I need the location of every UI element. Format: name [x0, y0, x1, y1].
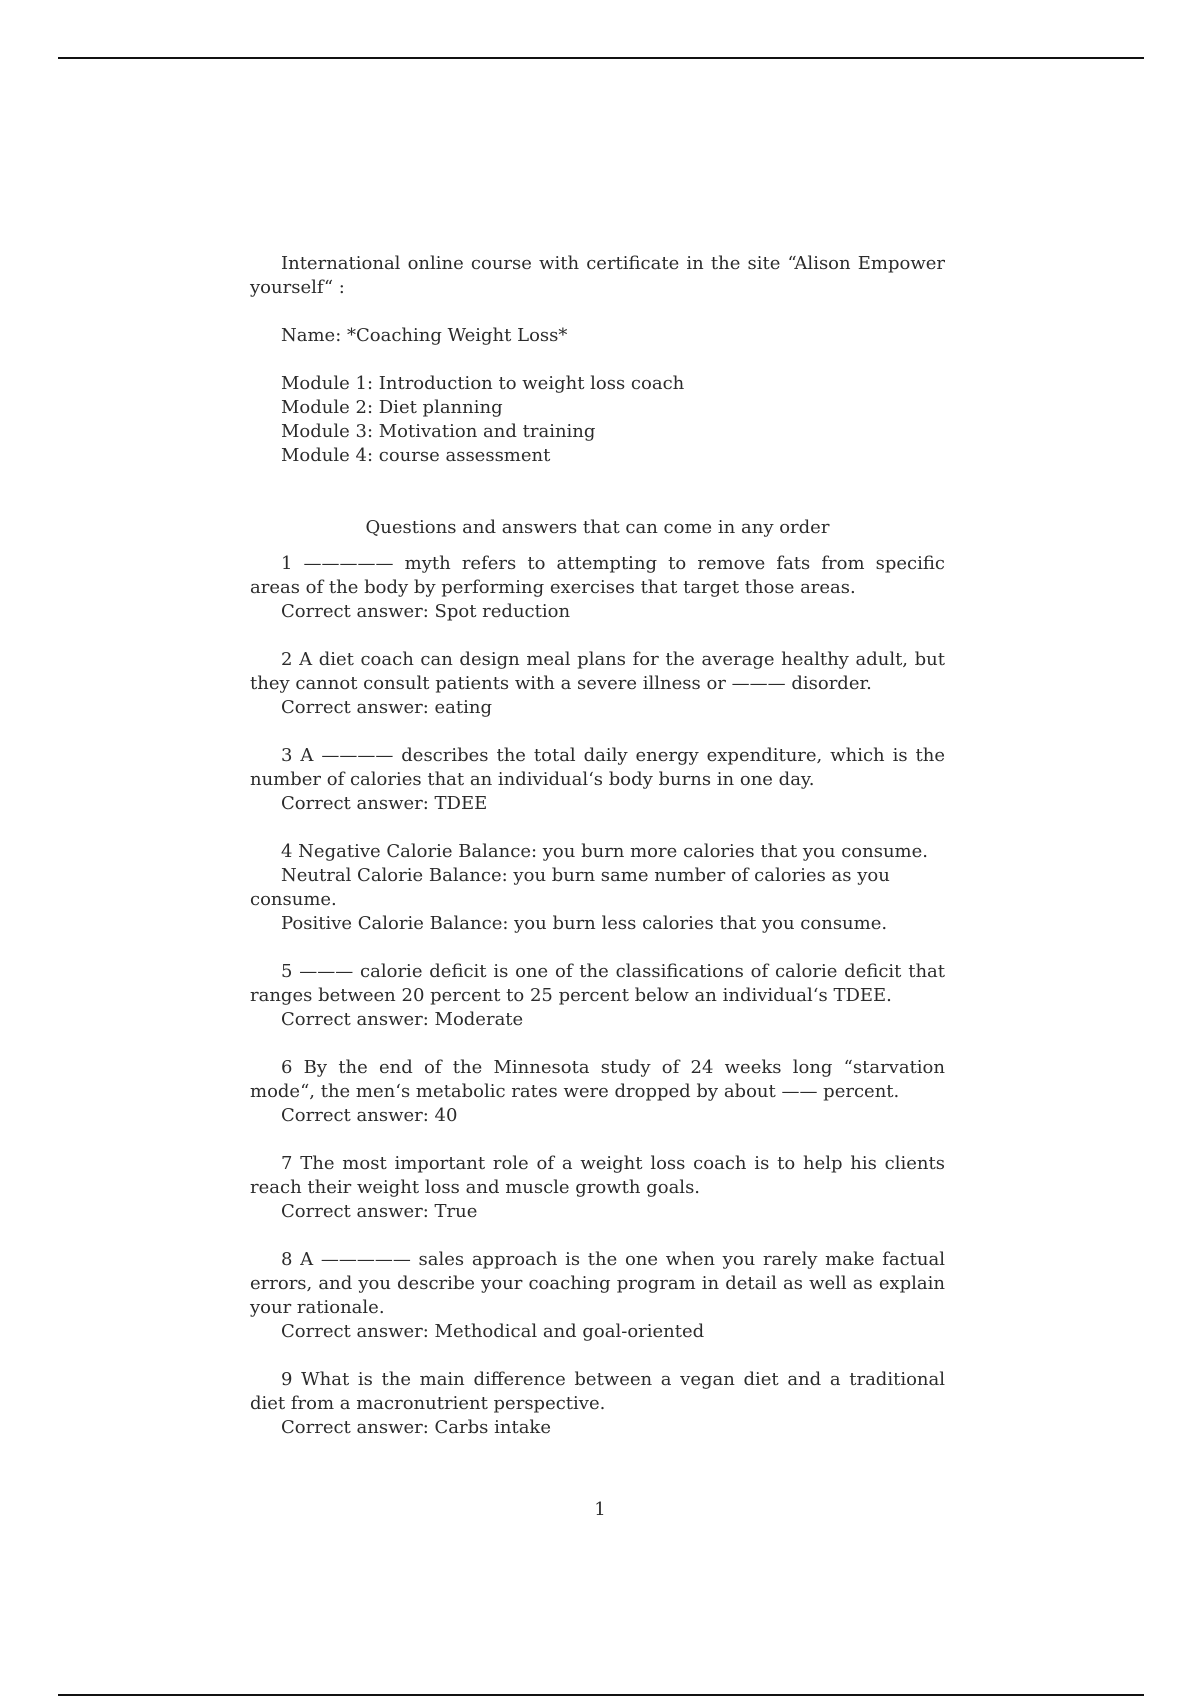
footer-rule: [58, 1694, 1144, 1696]
correct-answer: Correct answer: Spot reduction: [281, 601, 571, 622]
question-text: 7 The most important role of a weight loss coach is to help his clients reach their weight loss and muscle growth goals.: [250, 1153, 945, 1198]
question-item: [250, 1248, 945, 1344]
question-item: [250, 744, 945, 816]
question-text-line: Neutral Calorie Balance: you burn same number of calories as you consume.: [250, 865, 890, 910]
qa-heading: Questions and answers that can come in any order: [365, 517, 830, 538]
question-text: 1 ————— myth refers to attempting to remove fats from specific areas of the body by performing exercises that target those areas.: [250, 553, 945, 598]
question-text: 5 ——— calorie deficit is one of the classifications of calorie deficit that ranges between 20 percent to 25 percent below an individual‘s TDEE.: [250, 961, 945, 1006]
document-body: [250, 252, 945, 1464]
question-item: [250, 1056, 945, 1128]
course-name: Name: *Coaching Weight Loss*: [281, 325, 568, 346]
module-item: Module 1: Introduction to weight loss coach: [281, 373, 685, 394]
question-item: [250, 648, 945, 720]
correct-answer: Correct answer: Carbs intake: [281, 1417, 551, 1438]
question-item: [250, 1368, 945, 1440]
question-text: 3 A ———— describes the total daily energy expenditure, which is the number of calories that an individual‘s body burns in one day.: [250, 745, 945, 790]
course-intro: International online course with certificate in the site “Alison Empower yourself“ :: [250, 253, 945, 298]
question-text: 4 Negative Calorie Balance: you burn more calories that you consume.: [281, 841, 928, 862]
module-item: Module 3: Motivation and training: [281, 421, 596, 442]
correct-answer: Correct answer: 40: [281, 1105, 458, 1126]
correct-answer: Correct answer: TDEE: [281, 793, 488, 814]
correct-answer: Correct answer: Methodical and goal-oriented: [281, 1321, 705, 1342]
question-item: [250, 1152, 945, 1224]
question-item: [250, 960, 945, 1032]
module-list: [250, 372, 945, 468]
header-rule: [58, 57, 1144, 59]
question-text-line: Positive Calorie Balance: you burn less calories that you consume.: [281, 913, 888, 934]
question-item: [250, 840, 945, 936]
correct-answer: Correct answer: True: [281, 1201, 478, 1222]
question-text: 9 What is the main difference between a vegan diet and a traditional diet from a macronutrient perspective.: [250, 1369, 945, 1414]
question-item: [250, 552, 945, 624]
module-item: Module 2: Diet planning: [281, 397, 503, 418]
correct-answer: Correct answer: eating: [281, 697, 493, 718]
module-item: Module 4: course assessment: [281, 445, 551, 466]
page-number: 1: [594, 1499, 606, 1520]
question-text: 6 By the end of the Minnesota study of 24 weeks long “starvation mode“, the men‘s metabolic rates were dropped by about —— percent.: [250, 1057, 945, 1102]
question-text: 8 A ————— sales approach is the one when you rarely make factual errors, and you describe your coaching program in detail as well as explain your rationale.: [250, 1249, 945, 1318]
question-text: 2 A diet coach can design meal plans for the average healthy adult, but they cannot consult patients with a severe illness or ——— disorder.: [250, 649, 945, 694]
correct-answer: Correct answer: Moderate: [281, 1009, 524, 1030]
